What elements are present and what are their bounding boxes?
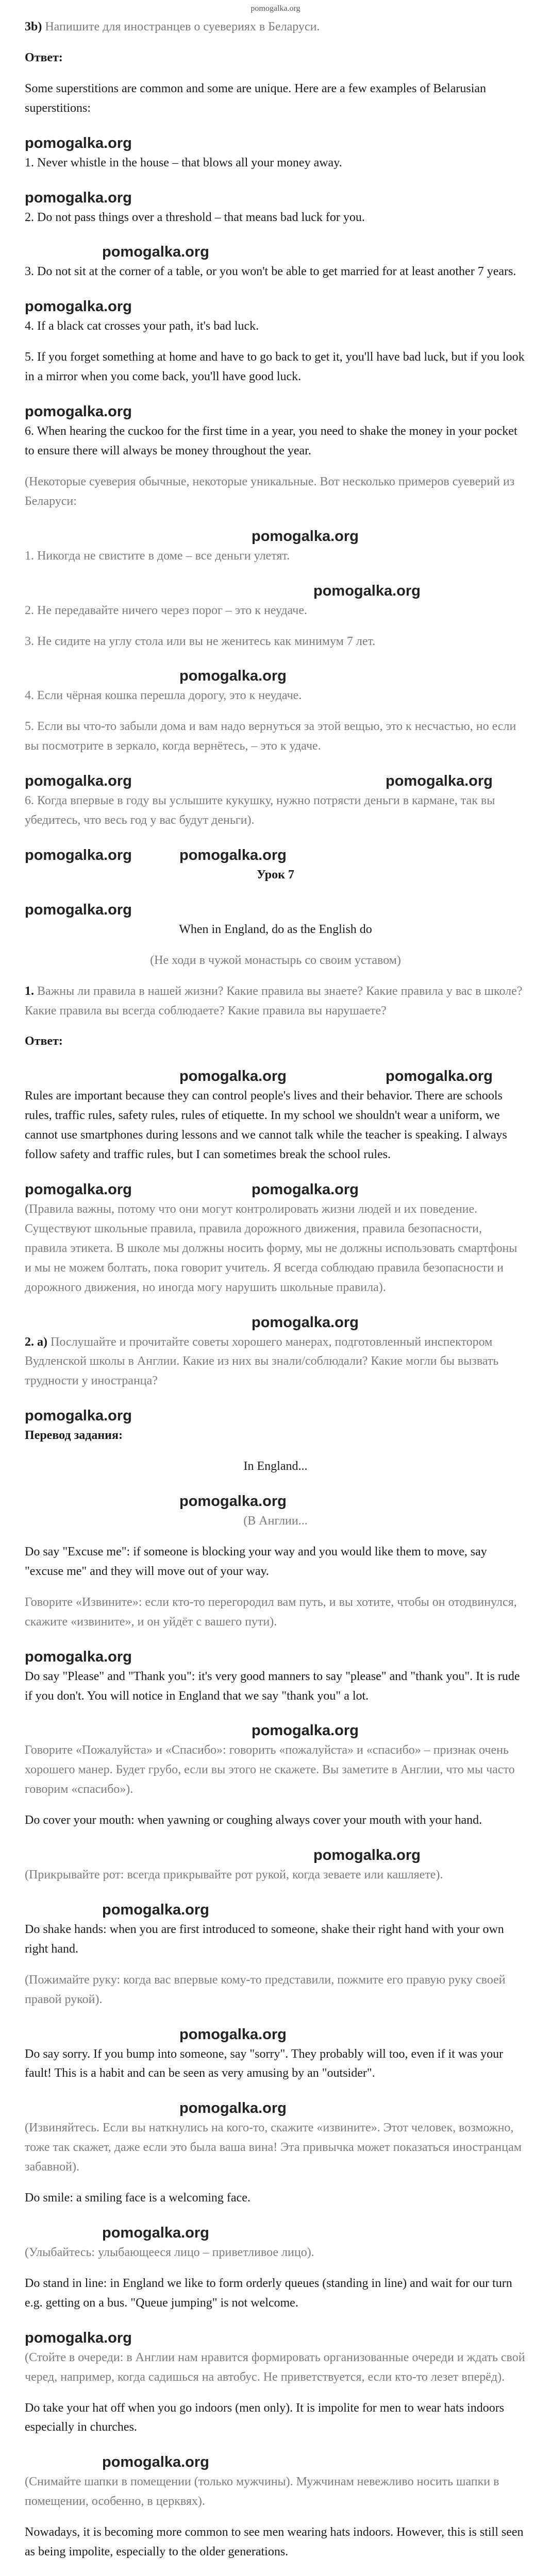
- watermark-row: [25, 293, 526, 317]
- rule-en: Do cover your mouth: when yawning or coughing always cover your mouth with your hand.: [25, 1814, 482, 1827]
- watermark-row: [25, 768, 526, 791]
- rule-en: Do take your hat off when you go indoors (men only). It is impolite for men to wear hats indoors especially in churches.: [25, 2401, 505, 2434]
- watermark-row: [25, 1063, 526, 1087]
- translation-title: In England...: [243, 1460, 308, 1473]
- watermark-row: [25, 1842, 526, 1866]
- rule-ru: (Пожимайте руку: когда вас впервые кому-то представили, пожмите его правую руку своей правой рукой).: [25, 1973, 506, 2006]
- rule-ru: (Прикрывайте рот: всегда прикрывайте рот рукой, когда зеваете или кашляете).: [25, 1868, 443, 1882]
- watermark: pomogalka.org: [25, 846, 132, 863]
- task-text: Послушайте и прочитайте советы хорошего манерах, подготовленный инспектором Вудленской школы в Англии. Какие из них вы знали/соблюдали? Какие могли бы вызвать трудности у иностранца?: [25, 1335, 499, 1388]
- watermark: pomogalka.org: [313, 582, 421, 599]
- watermark-row: [25, 1402, 526, 1426]
- watermark-row: [25, 1896, 526, 1920]
- watermark: pomogalka.org: [25, 1648, 132, 1665]
- watermark-row: [25, 2325, 526, 2348]
- list-item: 3. Do not sit at the corner of a table, or you won't be able to get married for at least another 7 years.: [25, 265, 516, 279]
- translation-item: 5. Если вы что-то забыли дома и вам надо вернуться за этой вещью, это к несчастью, но если вы посмотрите в зеркало, когда вернётесь, – это к удаче.: [25, 720, 516, 753]
- watermark-row: [25, 578, 526, 601]
- watermark: pomogalka.org: [179, 2026, 287, 2043]
- rule-ru: (Снимайте шапки в помещении (только мужчины). Мужчинам невежливо носить шапки в помещении, особенно, в церквях).: [25, 2475, 499, 2509]
- watermark-row: [25, 1309, 526, 1333]
- rule-en: Nowadays, it is becoming more common to see men wearing hats indoors. However, this is still seen as being impolite, especially to the older generations.: [25, 2526, 524, 2559]
- watermark: pomogalka.org: [102, 1901, 209, 1918]
- translation-item: 3. Не сидите на углу стола или вы не женитесь как минимум 7 лет.: [25, 634, 376, 648]
- lesson-title: Урок 7: [257, 868, 294, 882]
- watermark-row: [25, 2021, 526, 2045]
- rule-en: Do say "Please" and "Thank you": it's very good manners to say "please" and "thank you". It is rude if you don't. You will notice in England that we say "thank you" a lot.: [25, 1669, 520, 1703]
- watermark-row: [25, 130, 526, 154]
- task-text: Напишите для иностранцев о суевериях в Беларуси.: [45, 20, 320, 33]
- lesson-subtitle-translation: (Не ходи в чужой монастырь со своим уставом): [150, 953, 401, 967]
- watermark: pomogalka.org: [25, 298, 132, 315]
- watermark: pomogalka.org: [252, 1314, 359, 1331]
- answer-text: Rules are important because they can control people's lives and their behavior. There are schools rules, traffic rules, safety rules, rules of etiquette. In my school we shouldn't wear a uniform, we cannot use smartphones during lessons and we cannot talk while the teacher is speaking. I always follow safety and traffic rules, but I can sometimes break the school rules.: [25, 1089, 507, 1162]
- watermark-row: [25, 2095, 526, 2119]
- watermark: pomogalka.org: [179, 846, 287, 863]
- lesson-subtitle: When in England, do as the English do: [179, 922, 372, 936]
- task-2-question: [25, 1333, 526, 1392]
- translation-label: Перевод задания:: [25, 1429, 123, 1443]
- watermark: pomogalka.org: [179, 2100, 287, 2117]
- watermark: pomogalka.org: [25, 1181, 132, 1198]
- watermark: pomogalka.org: [252, 1722, 359, 1739]
- watermark-row: [25, 398, 526, 422]
- watermark: pomogalka.org: [252, 528, 359, 545]
- rule-en: Do say sorry. If you bump into someone, say "sorry". They probably will too, even if it was your fault! This is a habit and can be seen as very amusing by an "outsider".: [25, 2047, 504, 2080]
- list-item: 2. Do not pass things over a threshold – that means bad luck for you.: [25, 210, 365, 224]
- document-content: [25, 18, 526, 2576]
- answer-label: Ответ:: [25, 50, 63, 64]
- watermark-row: [25, 239, 526, 262]
- watermark-row: [25, 523, 526, 547]
- watermark: pomogalka.org: [25, 189, 132, 206]
- rule-ru: [25, 2573, 526, 2576]
- watermark: pomogalka.org: [25, 403, 132, 420]
- watermark-row: [25, 2219, 526, 2243]
- answer-translation: (Правила важны, потому что они могут контролировать жизни людей и их поведение. Существуют школьные правила, правила дорожного движения, правила безопасности, правила этикета. В школе мы должны носить форму, мы не должны использовать смартфоны и мы не можем болтать, пока говорит учитель. Я всегда соблюдаю правила безопасности и дорожного движения, но иногда могу нарушить школьные правила).: [25, 1202, 517, 1294]
- rule-ru: (Улыбайтесь: улыбающееся лицо – приветливое лицо).: [25, 2246, 314, 2259]
- task-1-question: [25, 982, 526, 1021]
- watermark: pomogalka.org: [25, 773, 132, 790]
- watermark: pomogalka.org: [179, 1493, 287, 1510]
- watermark-row: [25, 1176, 526, 1200]
- task-number: 1.: [25, 984, 34, 998]
- watermark: pomogalka.org: [102, 244, 209, 261]
- translation-item: 2. Не передавайте ничего через порог – это к неудаче.: [25, 603, 307, 617]
- rule-en: Do smile: a smiling face is a welcoming face.: [25, 2191, 251, 2205]
- watermark: pomogalka.org: [102, 2225, 209, 2241]
- watermark: pomogalka.org: [25, 134, 132, 151]
- rule-ru: Говорите «Извините»: если кто-то перегородил вам путь, и вы хотите, чтобы он отодвинулся, скажите «извините», и он уйдёт с вашего пути).: [25, 1595, 517, 1629]
- watermark: pomogalka.org: [386, 1068, 493, 1085]
- watermark: pomogalka.org: [179, 668, 287, 685]
- watermark: pomogalka.org: [25, 1408, 132, 1425]
- watermark: pomogalka.org: [179, 1068, 287, 1085]
- watermark-row: [25, 1643, 526, 1667]
- list-item: 1. Never whistle in the house – that blows all your money away.: [25, 156, 342, 170]
- watermark-row: [25, 2449, 526, 2472]
- watermark-row: [25, 1717, 526, 1741]
- paragraph: Some superstitions are common and some are unique. Here are a few examples of Belarusian superstitions:: [25, 81, 487, 115]
- translation-paragraph: (Некоторые суеверия обычные, некоторые уникальные. Вот несколько примеров суеверий из Беларуси:: [25, 474, 515, 508]
- rule-en: Do shake hands: when you are first introduced to someone, shake their right hand with your own right hand.: [25, 1922, 504, 1956]
- watermark-row: [25, 184, 526, 208]
- translation-title-ru: (В Англии...: [243, 1514, 308, 1528]
- list-item: 4. If a black cat crosses your path, it's bad luck.: [25, 319, 259, 333]
- watermark-row: [25, 1488, 526, 1512]
- translation-item: 4. Если чёрная кошка перешла дорогу, это к неудаче.: [25, 689, 302, 703]
- watermark-row: [25, 842, 526, 866]
- rule-ru: Говорите «Пожалуйста» и «Спасибо»: говорить «пожалуйста» и «спасибо» – признак очень хорошего манер. Будет грубо, если вы этого не скажете. Вы заметите в Англии, что мы часто говорим «спасибо»).: [25, 1743, 515, 1797]
- rule-ru: (Извиняйтесь. Если вы наткнулись на кого-то, скажите «извините». Этот человек, возможно, тоже так скажет, даже если это была ваша вина! Эта привычка может показаться иностранцам забавной).: [25, 2121, 522, 2174]
- task-number: 3b): [25, 20, 42, 33]
- rule-en: Do say "Excuse me": if someone is blocking your way and you would like them to move, say "excuse me" and they will move out of your way.: [25, 1545, 487, 1578]
- watermark: pomogalka.org: [25, 901, 132, 918]
- site-header[interactable]: pomogalka.org: [251, 4, 300, 13]
- task-number: 2. a): [25, 1335, 47, 1349]
- task-text: Важны ли правила в нашей жизни? Какие правила вы знаете? Какие правила у вас в школе? Какие правила вы всегда соблюдаете? Какие правила вы нарушаете?: [25, 984, 523, 1018]
- rule-en: Do stand in line: in England we like to form orderly queues (standing in line) and wait for our turn e.g. getting on a bus. "Queue jumping" is not welcome.: [25, 2276, 512, 2310]
- watermark-row: [25, 663, 526, 686]
- watermark: pomogalka.org: [313, 1847, 421, 1864]
- watermark: pomogalka.org: [102, 2454, 209, 2471]
- watermark: pomogalka.org: [252, 1181, 359, 1198]
- task-3b-instruction: [25, 18, 526, 37]
- watermark: pomogalka.org: [25, 2329, 132, 2346]
- translation-item: 6. Когда впервые в году вы услышите кукушку, нужно потрясти деньги в кармане, так вы убедитесь, что весь год у вас будут деньги).: [25, 794, 495, 827]
- answer-label: Ответ:: [25, 1035, 63, 1048]
- translation-item: 1. Никогда не свистите в доме – все деньги улетят.: [25, 549, 290, 563]
- list-item: 6. When hearing the cuckoo for the first time in a year, you need to shake the money in your pocket to ensure there will always be money throughout the year.: [25, 425, 517, 457]
- watermark-row: [25, 896, 526, 920]
- list-item: 5. If you forget something at home and have to go back to get it, you'll have bad luck, but if you look in a mirror when you come back, you'll have good luck.: [25, 350, 525, 384]
- watermark: pomogalka.org: [386, 773, 493, 790]
- rule-ru: (Стойте в очереди: в Англии нам нравится формировать организованные очереди и ждать свой черед, например, когда садишься на автобус. Не приветствуется, если кто-то лезет вперёд).: [25, 2350, 525, 2384]
